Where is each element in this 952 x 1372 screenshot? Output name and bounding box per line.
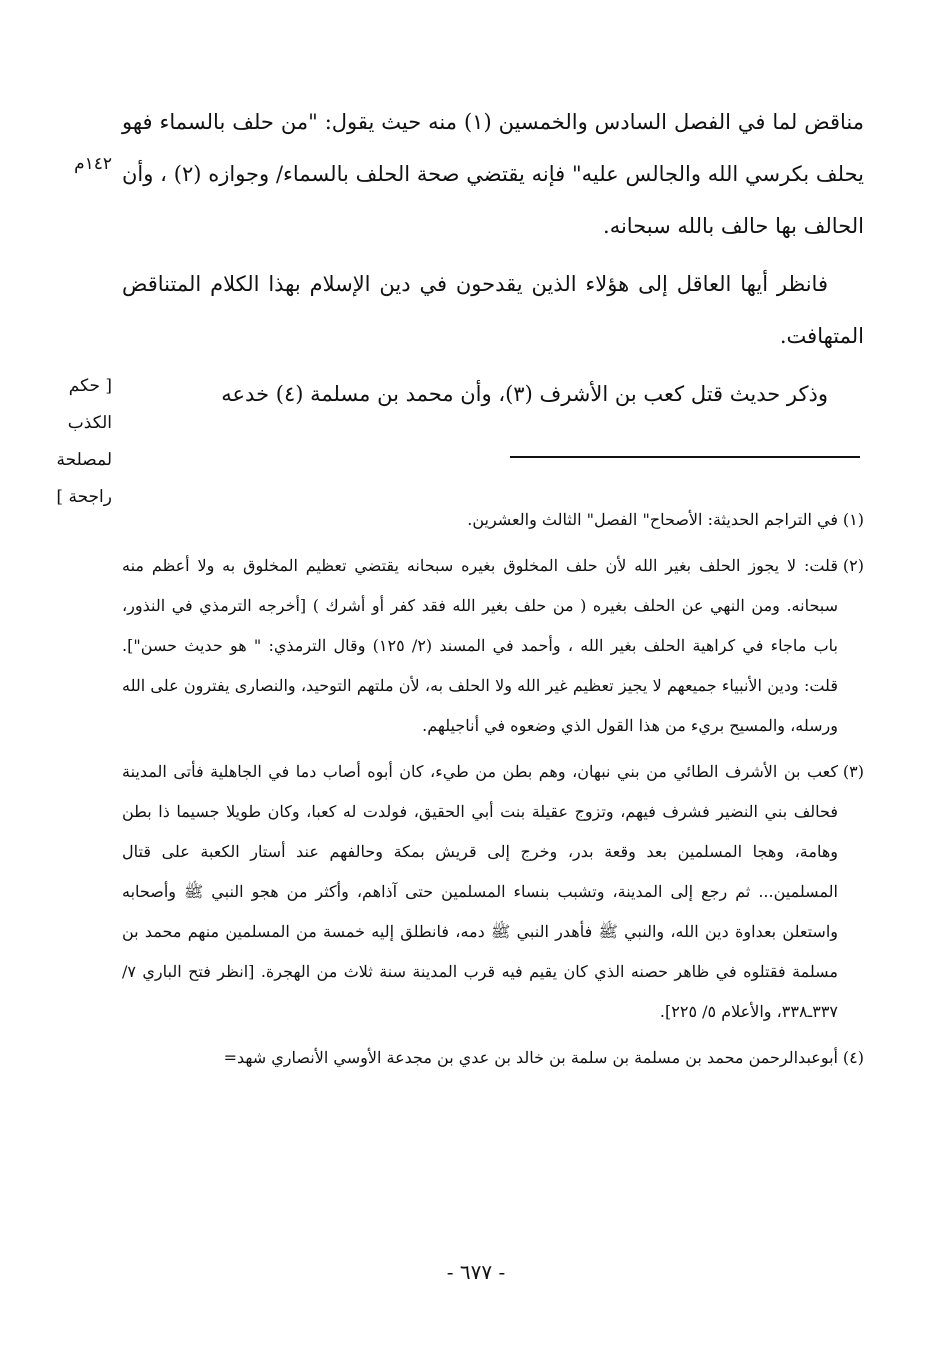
footnote-number: (٢) [842,556,864,575]
paragraph-1: مناقض لما في الفصل السادس والخمسين (١) منه حيث يقول: "من حلف بالسماء فهو يحلف بكرسي الله والجالس عليه" فإنه يقتضي صحة الحلف بالسماء/ وجوازه (٢) ، وأن الحالف بها حالف بالله سبحانه. [122,110,864,238]
margin-folio-marker: ١٤٢م [74,154,112,174]
footnote-3 [122,752,864,1032]
footnote-4 [122,1038,864,1078]
footnote-separator [510,456,860,458]
footnote-number: (٣) [842,762,864,781]
paragraph-2: فانظر أيها العاقل إلى هؤلاء الذين يقدحون في دين الإسلام بهذا الكلام المتناقض المتهافت. [122,272,864,348]
footnote-text: في التراجم الحديثة: الأصحاح" الفصل" الثالث والعشرين. [467,510,838,529]
margin-topic-note: [ حكم الكذب لمصلحة راجحة ] [56,376,112,507]
footnote-1 [122,500,864,540]
footnote-number: (١) [842,510,864,529]
page-number: - ٦٧٧ - [446,1260,506,1284]
footnote-text: أبوعبدالرحمن محمد بن مسلمة بن سلمة بن خالد بن عدي بن مجدعة الأوسي الأنصاري شهد= [223,1048,838,1067]
footnote-text: قلت: لا يجوز الحلف بغير الله لأن حلف المخلوق بغيره سبحانه يقتضي تعظيم المخلوق به ولا أعظم منه سبحانه. ومن النهي عن الحلف بغيره ( من حلف بغير الله فقد كفر أو أشرك ) [أخرجه الترمذي في النذور، باب ماجاء في كراهية الحلف بغير الله ، وأحمد في المسند (٢/ ١٢٥) وقال الترمذي: " هو حديث حسن"]. قلت: ودين الأنبياء جميعهم لا يجيز تعظيم غير الله ولا الحلف به، لأن ملتهم التوحيد، والنصارى يفترون على الله ورسله، والمسيح بريء من هذا القول الذي وضعوه في أناجيلهم. [122,556,838,735]
footnote-text: كعب بن الأشرف الطائي من بني نبهان، وهم بطن من طيء، كان أبوه أصاب دما في الجاهلية فأتى المدينة فحالف بني النضير فشرف فيهم، وتزوج عقيلة بنت أبي الحقيق، فولدت له كعبا، وكان طويلا جسيما ذا بطن وهامة، وهجا المسلمين بعد وقعة بدر، وخرج إلى قريش بمكة وحالفهم عند أستار الكعبة على قتال المسلمين... ثم رجع إلى المدينة، وتشبب بنساء المسلمين حتى آذاهم، وأكثر من هجو النبي ﷺ وأصحابه واستعلن بعداوة دين الله، والنبي ﷺ فأهدر النبي ﷺ دمه، فانطلق إليه خمسة من المسلمين منهم محمد بن مسلمة فقتلوه في ظاهر حصنه الذي كان يقيم فيه قرب المدينة سنة ثلاث من الهجرة. [انظر فتح الباري ٧/ ٣٣٧ـ٣٣٨، والأعلام ٥/ ٢٢٥]. [122,762,839,1021]
paragraph-3: وذكر حديث قتل كعب بن الأشرف (٣)، وأن محمد بن مسلمة (٤) خدعه [221,382,828,406]
footnote-2 [122,546,864,746]
main-text [122,96,864,420]
footnotes [122,500,864,1084]
footnote-number: (٤) [842,1048,864,1067]
